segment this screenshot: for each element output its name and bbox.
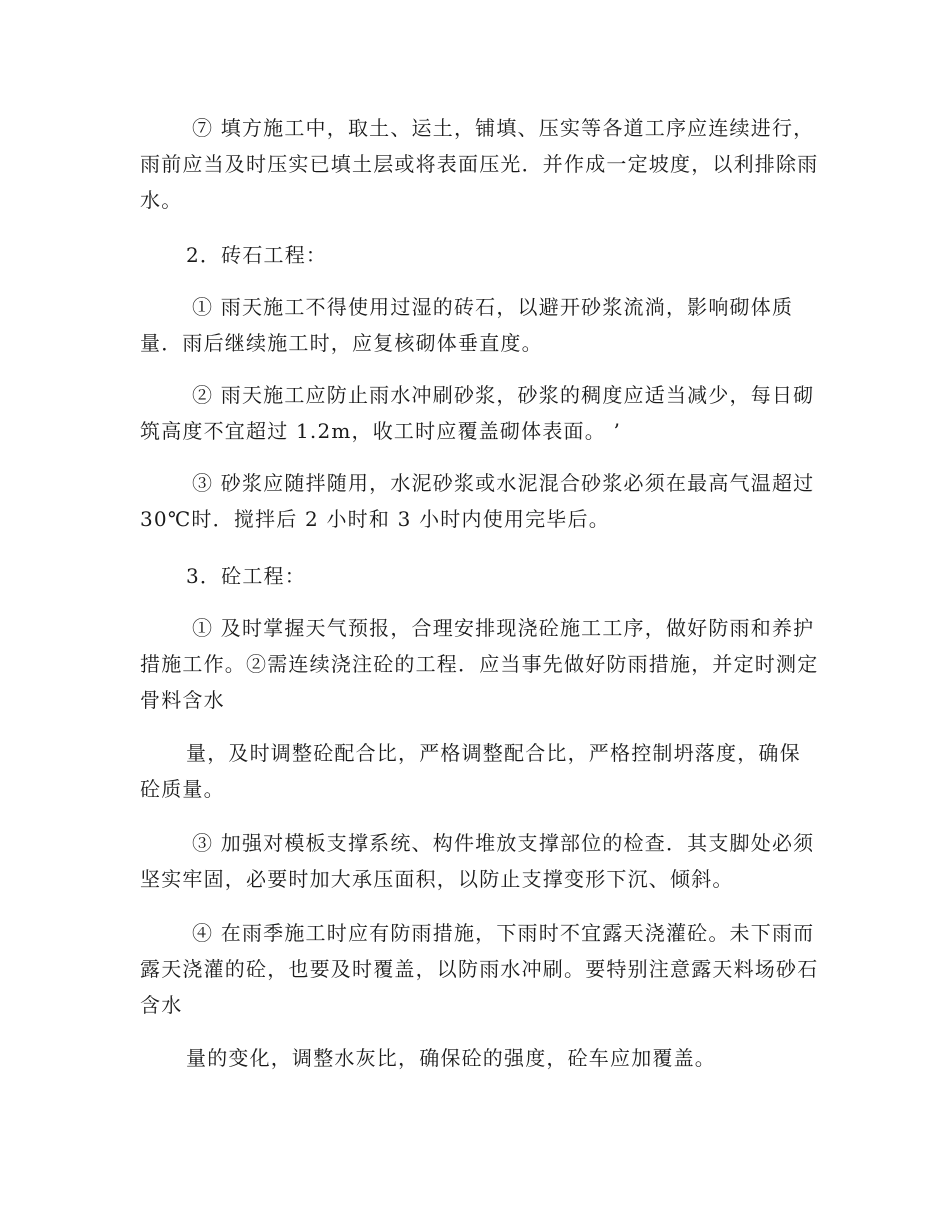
section-heading-concrete: 3．砼工程： xyxy=(186,564,306,588)
paragraph-concrete-continued: 量，及时调整砼配合比，严格调整配合比，严格控制坍落度，确保砼质量。 xyxy=(140,741,801,801)
paragraph-masonry-item-2: ② 雨天施工应防止雨水冲刷砂浆，砂浆的稠度应适当减少，每日砌筑高度不宜超过 1.2m，收工时应覆盖砌体表面。 ’ xyxy=(140,383,815,443)
paragraph-masonry-item-3: ③ 砂浆应随拌随用，水泥砂浆或水泥混合砂浆必须在最高气温超过 30℃时．搅拌后 2 小时和 3 小时内使用完毕后。 xyxy=(140,471,822,531)
paragraph-concrete-item-4-continued: 量的变化，调整水灰比，确保砼的强度，砼车应加覆盖。 xyxy=(186,1046,716,1070)
section-heading-masonry: 2．砖石工程： xyxy=(186,243,328,267)
paragraph-concrete-item-4: ④ 在雨季施工时应有防雨措施，下雨时不宜露天浇灌砼。未下雨而露天浇灌的砼，也要及时覆盖，以防雨水冲刷。要特别注意露天料场砂石含水 xyxy=(140,921,819,1017)
paragraph-fill-item-7: ⑦ 填方施工中，取土、运土，铺填、压实等各道工序应连续进行，雨前应当及时压实已填土层或将表面压光．并作成一定坡度，以利排除雨水。 xyxy=(140,116,819,212)
paragraph-concrete-item-1: ① 及时掌握天气预报，合理安排现浇砼施工工序，做好防雨和养护措施工作。②需连续浇注砼的工程．应当事先做好防雨措施，并定时测定骨料含水 xyxy=(140,616,819,712)
paragraph-masonry-item-1: ① 雨天施工不得使用过湿的砖石，以避开砂浆流淌，影响砌体质量．雨后继续施工时，应复核砌体垂直度。 xyxy=(140,295,794,355)
paragraph-concrete-item-3: ③ 加强对模板支撑系统、构件堆放支撑部位的检查．其支脚处必须坚实牢固，必要时加大承压面积，以防止支撑变形下沉、倾斜。 xyxy=(140,831,815,891)
